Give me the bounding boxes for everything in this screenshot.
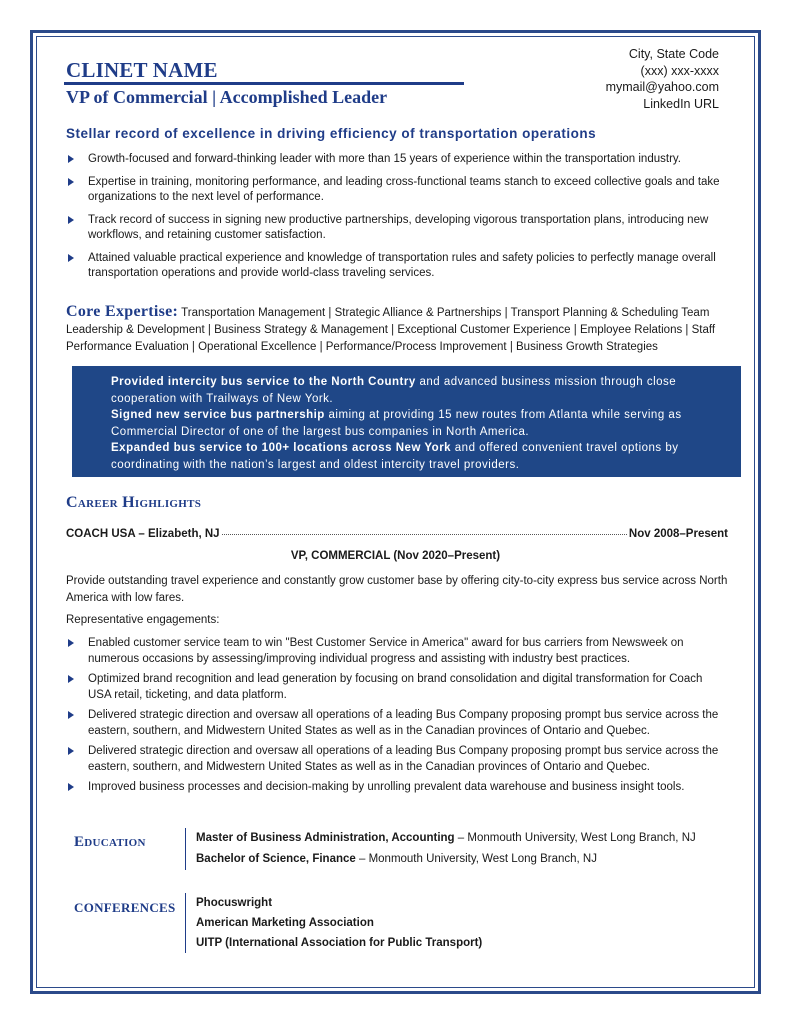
- job-dates: Nov 2008–Present: [628, 528, 728, 540]
- triangle-bullet-icon: [68, 711, 74, 719]
- conferences-heading: CONFERENCES: [74, 900, 176, 915]
- job-description: Provide outstanding travel experience and constantly grow customer base by offering city-to-city express bus service across North America with low fares.: [66, 575, 728, 604]
- bullet-text: Improved business processes and decision-making by unrolling prevalent data warehouse and business insight tools.: [88, 781, 685, 793]
- highlights-box: [72, 366, 741, 477]
- core-expertise: [66, 303, 730, 356]
- list-item: [66, 708, 728, 739]
- bullet-text: Growth-focused and forward-thinking leader with more than 15 years of experience within the transportation industry.: [88, 153, 681, 165]
- highlight-bold: Expanded bus service to 100+ locations across New York: [111, 442, 452, 454]
- highlight-bold: Provided intercity bus service to the North Country: [111, 376, 416, 388]
- bullet-text: Delivered strategic direction and oversaw all operations of a leading Bus Company proposing prompt bus service across the eastern, southern, and Midwestern United States as well as in the Canadian provinces of Ontario and Quebec.: [88, 745, 719, 773]
- summary-tagline: Stellar record of excellence in driving efficiency of transportation operations: [66, 126, 597, 141]
- job-role: VP, COMMERCIAL (Nov 2020–Present): [290, 550, 501, 562]
- core-expertise-heading: Core Expertise:: [66, 303, 179, 320]
- list-item: [66, 152, 728, 168]
- contact-block: [606, 46, 719, 112]
- bullet-text: Optimized brand recognition and lead generation by focusing on brand consolidation and digital transformation for Coach USA retail, ticketing, and data platform.: [88, 673, 703, 701]
- candidate-subtitle: VP of Commercial | Accomplished Leader: [66, 87, 388, 107]
- triangle-bullet-icon: [68, 675, 74, 683]
- bullet-text: Attained valuable practical experience and knowledge of transportation rules and safety policies to perfectly manage overall transportation operations and provide world-class traveling services.: [88, 251, 716, 279]
- triangle-bullet-icon: [68, 254, 74, 262]
- summary-bullet-list: [66, 152, 728, 282]
- triangle-bullet-icon: [68, 639, 74, 647]
- job-line: [66, 528, 728, 540]
- contact-phone: (xxx) xxx-xxxx: [640, 63, 719, 78]
- highlight-item: [111, 440, 721, 473]
- list-item: [66, 213, 728, 244]
- list-item: [66, 672, 728, 703]
- school: – Monmouth University, West Long Branch, NJ: [454, 832, 696, 844]
- list-item: [66, 744, 728, 775]
- list-item: [66, 780, 728, 796]
- career-bullet-list: [66, 636, 728, 796]
- triangle-bullet-icon: [68, 216, 74, 224]
- bullet-text: Delivered strategic direction and oversaw all operations of a leading Bus Company proposing prompt bus service across the eastern, southern, and Midwestern United States as well as in the Canadian provinces of Ontario and Quebec.: [88, 709, 719, 737]
- education-list: [185, 828, 696, 870]
- highlight-text: aiming at providing 15 new routes from Atlanta while serving as Commercial Director of one of the largest bus companies in North America.: [111, 409, 682, 438]
- school: – Monmouth University, West Long Branch, NJ: [355, 853, 597, 865]
- degree: Bachelor of Science, Finance: [196, 853, 356, 865]
- bullet-text: Enabled customer service team to win "Best Customer Service in America" award for bus carriers from Newsweek on numerous occasions by assessing/improving individual progress and assisting with industry best practices.: [88, 637, 684, 665]
- contact-linkedin: LinkedIn URL: [643, 96, 719, 111]
- career-heading: Career Highlights: [66, 494, 202, 511]
- bullet-text: Track record of success in signing new productive partnerships, developing vigorous transportation plans, introducing new workflows, and retaining customer satisfaction.: [88, 213, 709, 241]
- conferences-list: [185, 893, 482, 953]
- company-name: COACH USA – Elizabeth, NJ: [66, 528, 220, 540]
- highlight-bold: Signed new service bus partnership: [111, 409, 325, 421]
- highlight-item: [111, 407, 721, 440]
- list-item: [66, 175, 728, 206]
- conference-item: Phocuswright: [196, 897, 273, 909]
- education-item: [196, 828, 696, 849]
- engagements-label: Representative engagements:: [66, 614, 220, 626]
- degree: Master of Business Administration, Accounting: [196, 832, 455, 844]
- contact-location: City, State Code: [628, 47, 719, 61]
- core-expertise-text: Transportation Management | Strategic Alliance & Partnerships | Transport Planning & Scheduling Team Leadership & Development | Business Strategy & Management | Exceptional Customer Experience | Employee Relations | Staff Performance Evaluation | Operational Excellence | Performance/Process Improvement | Business Growth Strategies: [66, 307, 716, 353]
- highlight-text: and advanced business mission through close cooperation with Trailways of New York.: [111, 376, 677, 405]
- candidate-name: CLINET NAME: [66, 58, 218, 82]
- bullet-text: Expertise in training, monitoring performance, and leading cross-functional teams stanch to exceed collective goals and take organizations to the next level of performance.: [88, 175, 720, 203]
- education-item: [196, 849, 696, 870]
- conference-item: UITP (International Association for Public Transport): [196, 937, 483, 949]
- triangle-bullet-icon: [68, 178, 74, 186]
- list-item: [66, 251, 728, 282]
- triangle-bullet-icon: [68, 783, 74, 791]
- education-heading: Education: [74, 834, 146, 850]
- name-underline: [64, 82, 464, 85]
- highlight-text: and offered convenient travel options by coordinating with the nation’s largest and oldest intercity travel providers.: [111, 442, 679, 471]
- conference-item: American Marketing Association: [196, 917, 374, 929]
- triangle-bullet-icon: [68, 155, 74, 163]
- highlight-item: [111, 374, 721, 407]
- list-item: [66, 636, 728, 667]
- contact-email: mymail@yahoo.com: [605, 80, 719, 94]
- triangle-bullet-icon: [68, 747, 74, 755]
- dotted-leader: [222, 534, 627, 535]
